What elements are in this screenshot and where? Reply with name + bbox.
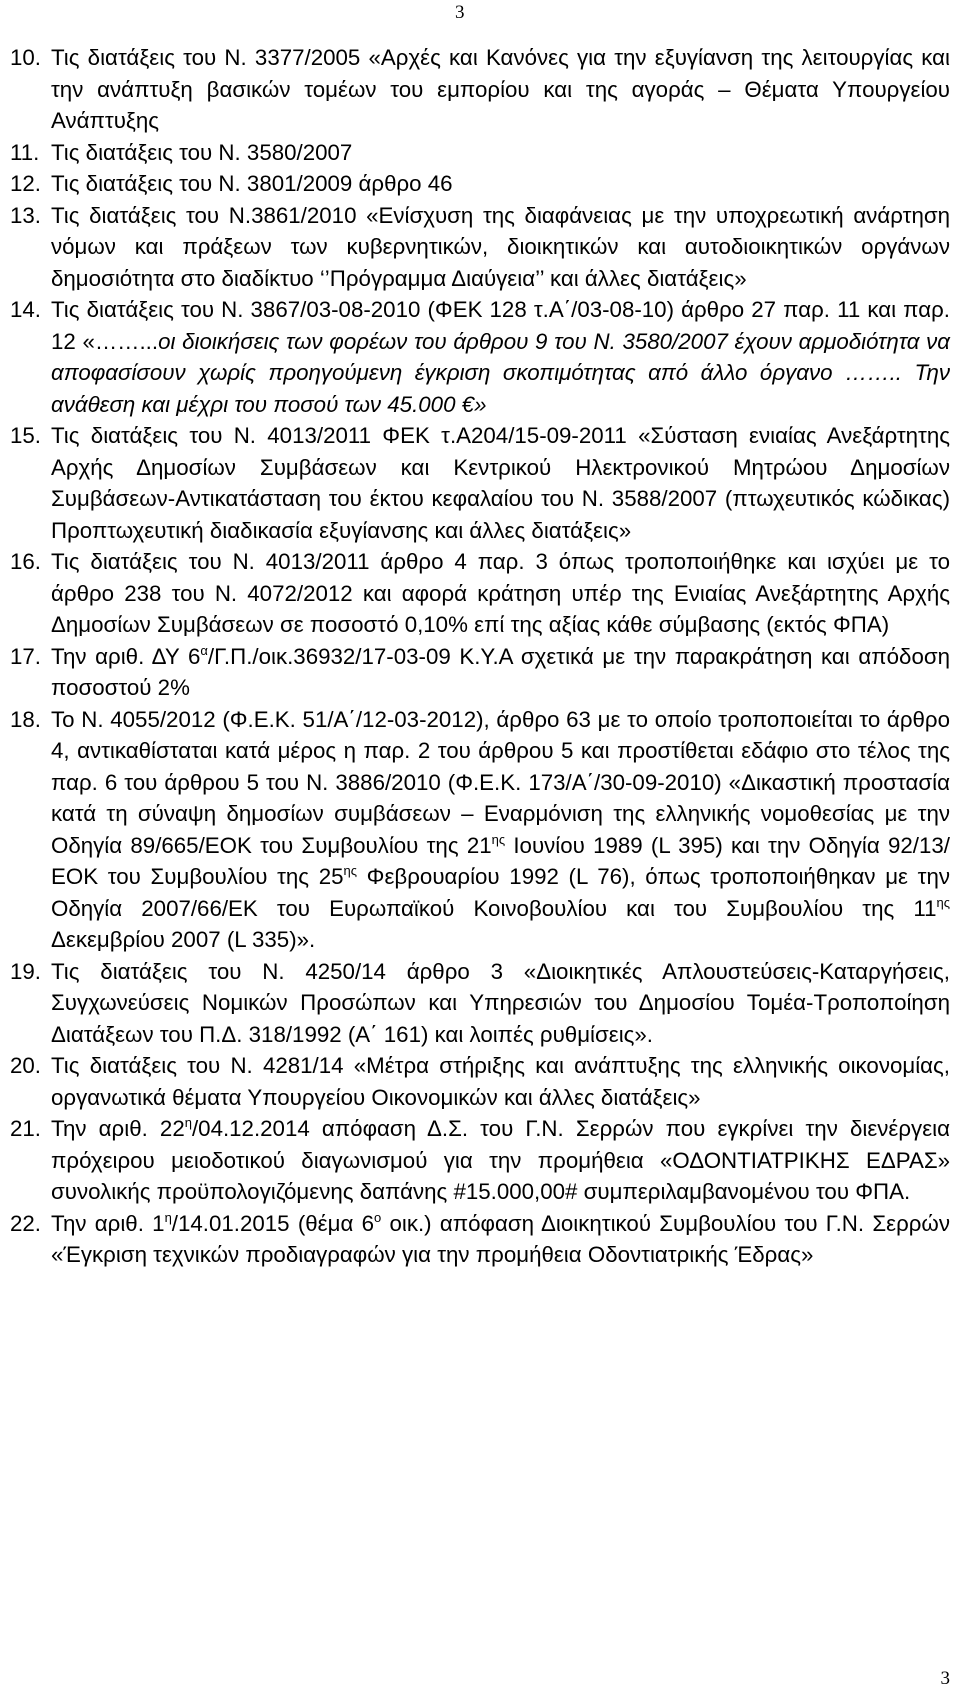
item-text bbox=[51, 1208, 950, 1271]
item-text-part: Το Ν. 4055/2012 (Φ.Ε.Κ. 51/Α΄/12-03-2012), άρθρο 63 με το οποίο τροποποιείται το άρθρο 4, αντικαθίσταται κατά μέρος η παρ. 2 του άρθρου 5 και προστίθεται εδάφιο στο τέλος της παρ. 6 του άρθρου 5 του Ν. 3886/2010 (Φ.Ε.Κ. 173/Α΄/30-09-2010) «Δικαστική προστασία κατά τη σύναψη δημοσίων συμβάσεων – Εναρμόνιση της ελληνικής νομοθεσίας με την Οδηγία 89/665/ΕΟΚ του Συμβουλίου της 21 bbox=[51, 706, 950, 858]
item-text: Τις διατάξεις του Ν. 3580/2007 bbox=[51, 139, 353, 165]
item-text-part: /Γ.Π./οικ.36932/17-03-09 Κ.Υ.Α σχετικά με την παρακράτηση και απόδοση ποσοστού 2% bbox=[51, 643, 951, 700]
item-number: 20. bbox=[10, 1053, 41, 1078]
page-number-bottom: 3 bbox=[940, 1668, 950, 1689]
superscript: ης bbox=[343, 863, 358, 878]
item-text-part: οικ.) απόφαση Διοικητικού Συμβουλίου του Γ.Ν. Σερρών «Έγκριση τεχνικών προδιαγραφών για την προμήθεια Οδοντιατρικής Έδρας» bbox=[51, 1210, 950, 1267]
item-text bbox=[51, 704, 950, 956]
item-text-part: /14.01.2015 (θέμα 6 bbox=[171, 1210, 374, 1236]
page-number-top: 3 bbox=[455, 2, 465, 23]
list-item bbox=[10, 42, 950, 137]
item-text bbox=[51, 641, 950, 704]
list-item bbox=[10, 168, 950, 200]
item-text: Τις διατάξεις του Ν. 4250/14 άρθρο 3 «Διοικητικές Απλουστεύσεις-Καταργήσεις, Συγχωνεύσεις Νομικών Προσώπων και Υπηρεσιών του Δημοσίου Τομέα-Τροποποίηση Διατάξεων του Π.Δ. 318/1992 (Α΄ 161) και λοιπές ρυθμίσεις». bbox=[51, 958, 950, 1047]
item-number: 22. bbox=[10, 1210, 41, 1236]
item-text: Τις διατάξεις του Ν. 4013/2011 άρθρο 4 παρ. 3 όπως τροποποιήθηκε και ισχύει με το άρθρο 238 του Ν. 4072/2012 και αφορά κράτηση υπέρ της Ενιαίας Ανεξάρτητης Αρχής Δημοσίων Συμβάσεων σε ποσοστό 0,10% επί της αξίας κάθε σύμβασης (εκτός ΦΠΑ) bbox=[51, 549, 950, 637]
list-item bbox=[10, 956, 950, 1051]
list-item bbox=[10, 546, 950, 641]
superscript: ης bbox=[491, 831, 506, 847]
list-item bbox=[10, 200, 950, 295]
item-number: 19. bbox=[10, 958, 41, 984]
item-number: 10. bbox=[10, 45, 41, 70]
item-number: 14. bbox=[10, 297, 41, 322]
item-number: 11. bbox=[10, 139, 40, 165]
legal-basis-list bbox=[10, 42, 950, 1271]
list-item bbox=[10, 1050, 950, 1113]
list-item bbox=[10, 137, 950, 169]
item-text-part: Την αριθ. ΔΥ 6 bbox=[51, 643, 201, 669]
list-item bbox=[10, 1113, 950, 1208]
list-item bbox=[10, 641, 950, 704]
list-item bbox=[10, 704, 950, 956]
superscript: η bbox=[184, 1115, 192, 1130]
superscript: ο bbox=[373, 1209, 382, 1225]
list-item bbox=[10, 294, 950, 420]
item-number: 18. bbox=[10, 706, 41, 732]
item-text: Τις διατάξεις του Ν.3861/2010 «Ενίσχυση της διαφάνειας με την υποχρεωτική ανάρτηση νόμων και πράξεων των κυβερνητικών, διοικητικών και αυτοδιοικητικών οργάνων δημοσιότητα στο διαδίκτυο ‘’Πρόγραμμα Διαύγεια’’ και άλλες διατάξεις» bbox=[51, 202, 950, 291]
superscript: α bbox=[200, 642, 208, 658]
item-number: 17. bbox=[10, 643, 41, 669]
item-number: 13. bbox=[10, 202, 41, 228]
item-text bbox=[51, 294, 950, 420]
item-text-part: Φεβρουαρίου 1992 (L 76), όπως τροποποιήθηκαν με την Οδηγία 2007/66/ΕΚ του Ευρωπαϊκού Κοινοβουλίου και του Συμβουλίου της 11 bbox=[51, 864, 950, 921]
superscript: η bbox=[164, 1209, 172, 1225]
item-text: Τις διατάξεις του Ν. 3377/2005 «Αρχές και Κανόνες για την εξυγίανση της λειτουργίας και την ανάπτυξη βασικών τομέων του εμπορίου και της αγοράς – Θέματα Υπουργείου Ανάπτυξης bbox=[51, 45, 950, 133]
list-item bbox=[10, 1208, 950, 1271]
item-text bbox=[51, 1113, 950, 1208]
item-text-part: Την αριθ. 1 bbox=[51, 1210, 165, 1236]
item-text-part: Ιουνίου 1989 (L 395) και την Οδηγία 92/13/ΕΟΚ του Συμβουλίου της 25 bbox=[51, 832, 950, 889]
superscript: ης bbox=[936, 894, 950, 910]
item-text: Τις διατάξεις του Ν. 3801/2009 άρθρο 46 bbox=[51, 171, 453, 196]
item-text: Τις διατάξεις του Ν. 4281/14 «Μέτρα στήριξης και ανάπτυξης της ελληνικής οικονομίας, οργανωτικά θέματα Υπουργείου Οικονομικών και άλλες διατάξεις» bbox=[51, 1053, 950, 1110]
item-number: 12. bbox=[10, 171, 41, 196]
item-text: Τις διατάξεις του Ν. 4013/2011 ΦΕΚ τ.Α204/15-09-2011 «Σύσταση ενιαίας Ανεξάρτητης Αρχής Δημοσίων Συμβάσεων και Κεντρικού Ηλεκτρονικού Μητρώου Δημοσίων Συμβάσεων-Αντικατάσταση του έκτου κεφαλαίου του Ν. 3588/2007 (πτωχευτικός κώδικας) Προπτωχευτική διαδικασία εξυγίανσης και άλλες διατάξεις» bbox=[51, 423, 950, 543]
item-number: 21. bbox=[10, 1116, 41, 1141]
item-number: 16. bbox=[10, 549, 41, 574]
item-text-part: Τις διατάξεις του Ν. 3867/03-08-2010 (ΦΕΚ 128 τ.Α΄/03-08-10) άρθρο 27 παρ. 11 και παρ. 12 «……... bbox=[51, 297, 950, 354]
item-text-part: Την αριθ. 22 bbox=[51, 1116, 185, 1141]
list-item bbox=[10, 420, 950, 546]
item-text-quote: οι διοικήσεις των φορέων του άρθρου 9 του Ν. 3580/2007 έχουν αρμοδιότητα να αποφασίσουν χωρίς προηγούμενη έγκριση σκοπιμότητας από άλλο όργανο …….. Την ανάθεση και μέχρι του ποσού των 45.000 €» bbox=[51, 328, 950, 417]
item-text-part: Δεκεμβρίου 2007 (L 335)». bbox=[51, 927, 316, 952]
item-number: 15. bbox=[10, 423, 41, 448]
item-text-part: /04.12.2014 απόφαση Δ.Σ. του Γ.Ν. Σερρών που εγκρίνει την διενέργεια πρόχειρου μειοδοτικού διαγωνισμού για την προμήθεια «ΟΔΟΝΤΙΑΤΡΙΚΗΣ ΕΔΡΑΣ» συνολικής προϋπολογιζόμενης δαπάνης #15.000,00# συμπεριλαμβανομένου του ΦΠΑ. bbox=[51, 1116, 950, 1204]
